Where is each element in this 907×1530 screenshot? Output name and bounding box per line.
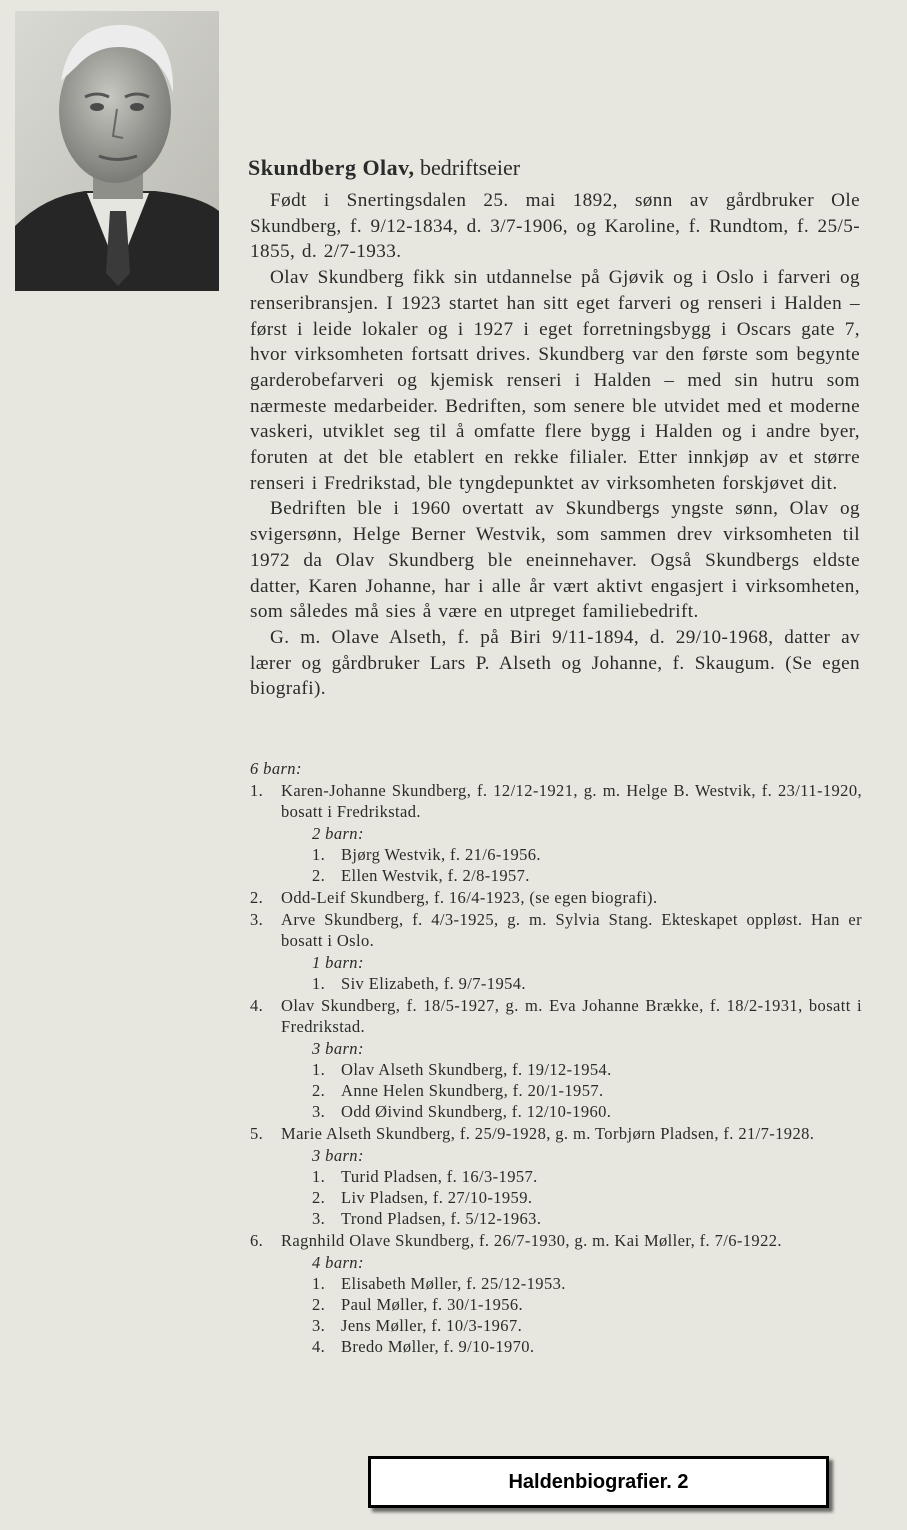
grandchild-text: Paul Møller, f. 30/1-1956. (341, 1295, 524, 1314)
grandchild-text: Elisabeth Møller, f. 25/12-1953. (341, 1274, 566, 1293)
grandchild-entry (312, 1166, 862, 1187)
grandchild-number: 1. (312, 1274, 326, 1293)
grandchildren-list (281, 952, 862, 994)
grandchildren-list (281, 1252, 862, 1357)
grandchild-number: 1. (312, 1060, 326, 1079)
child-number: 2. (250, 888, 264, 907)
grandchild-text: Bjørg Westvik, f. 21/6-1956. (341, 845, 541, 864)
grandchild-text: Turid Pladsen, f. 16/3-1957. (341, 1167, 538, 1186)
paragraph-career: Olav Skundberg fikk sin utdannelse på Gjøvik og i Oslo i farveri og renseribransjen. I 1923 startet han sitt eget farveri og renseri i Halden – først i leide lokaler og i 1927 i eget forretningsbygg i Oscars gate 7, hvor virksomheten fortsatt drives. Skundberg var den første som begynte garderobefarveri og kjemisk renseri i Halden – med sin hutru som nærmeste medarbeider. Bedriften, som senere ble utvidet med et moderne vaskeri, utviklet seg til å omfatte flere bygg i Halden og i andre byer, foruten at det ble etablert en rekke filialer. Etter innkjøp av et større renseri i Fredrikstad, ble tyngdepunktet av virksomheten forskjøvet dit. (250, 267, 860, 494)
grandchild-entry (312, 1273, 862, 1294)
child-number: 4. (250, 996, 264, 1015)
child-number: 1. (250, 781, 264, 800)
child-entry (250, 1123, 862, 1229)
grandchild-entry (312, 1208, 862, 1229)
grandchild-entry (312, 1059, 862, 1080)
grandchild-number: 1. (312, 974, 326, 993)
grandchild-number: 2. (312, 1295, 326, 1314)
grandchild-number: 1. (312, 845, 326, 864)
children-list (250, 758, 862, 1357)
source-caption-box (368, 1456, 829, 1508)
grandchildren-title: 3 barn: (312, 1146, 364, 1165)
child-text: Marie Alseth Skundberg, f. 25/9-1928, g. m. Torbjørn Pladsen, f. 21/7-1928. (281, 1124, 815, 1143)
paragraph-company: Bedriften ble i 1960 overtatt av Skundbergs yngste sønn, Olav og svigersønn, Helge Berner Westvik, som sammen drev virksomheten til 1972 da Olav Skundberg ble eneinnehaver. Også Skundbergs eldste datter, Karen Johanne, har i alle år vært aktivt engasjert i virksomheten, som således må sies å være en utpreget familiebedrift. (250, 498, 860, 623)
child-entry (250, 909, 862, 994)
grandchild-text: Anne Helen Skundberg, f. 20/1-1957. (341, 1081, 604, 1100)
grandchild-number: 3. (312, 1316, 326, 1335)
grandchild-entry (312, 1336, 862, 1357)
child-number: 5. (250, 1124, 264, 1143)
grandchild-text: Bredo Møller, f. 9/10-1970. (341, 1337, 535, 1356)
paragraph-marriage: G. m. Olave Alseth, f. på Biri 9/11-1894, d. 29/10-1968, datter av lærer og gårdbruker Lars P. Alseth og Johanne, f. Skaugum. (Se egen biografi). (250, 626, 860, 700)
grandchild-number: 4. (312, 1337, 326, 1356)
child-entry (250, 887, 862, 908)
child-entry (250, 995, 862, 1122)
grandchildren-title: 1 barn: (312, 953, 364, 972)
grandchildren-title: 4 barn: (312, 1253, 364, 1272)
grandchild-number: 2. (312, 1081, 326, 1100)
grandchild-number: 3. (312, 1209, 326, 1228)
child-text: Karen-Johanne Skundberg, f. 12/12-1921, g. m. Helge B. Westvik, f. 23/11-1920, bosatt i Fredrikstad. (281, 781, 862, 821)
grandchildren-list (281, 1145, 862, 1229)
grandchild-entry (312, 1315, 862, 1336)
grandchildren-title: 2 barn: (312, 824, 364, 843)
grandchild-entry (312, 865, 862, 886)
child-text: Olav Skundberg, f. 18/5-1927, g. m. Eva Johanne Brække, f. 18/2-1931, bosatt i Fredrikstad. (281, 996, 862, 1036)
grandchild-text: Liv Pladsen, f. 27/10-1959. (341, 1188, 533, 1207)
paragraph-birth: Født i Snertingsdalen 25. mai 1892, sønn av gårdbruker Ole Skundberg, f. 9/12-1834, d. 3/7-1906, og Karoline, f. Rundtom, f. 25/5-1855, d. 2/7-1933. (250, 190, 860, 263)
grandchild-text: Ellen Westvik, f. 2/8-1957. (341, 866, 530, 885)
grandchild-text: Trond Pladsen, f. 5/12-1963. (341, 1209, 542, 1228)
grandchildren-title: 3 barn: (312, 1039, 364, 1058)
source-caption: Haldenbiografier. 2 (508, 1470, 689, 1493)
child-number: 6. (250, 1231, 264, 1250)
grandchild-text: Jens Møller, f. 10/3-1967. (341, 1316, 523, 1335)
grandchild-number: 2. (312, 866, 326, 885)
child-text: Arve Skundberg, f. 4/3-1925, g. m. Sylvia Stang. Ekteskapet oppløst. Han er bosatt i Oslo. (281, 910, 862, 950)
grandchild-entry (312, 1101, 862, 1122)
grandchild-text: Olav Alseth Skundberg, f. 19/12-1954. (341, 1060, 612, 1079)
grandchild-text: Siv Elizabeth, f. 9/7-1954. (341, 974, 526, 993)
grandchild-number: 1. (312, 1167, 326, 1186)
grandchildren-list (281, 1038, 862, 1122)
person-title: bedriftseier (419, 155, 521, 180)
person-name: Skundberg Olav, (248, 155, 415, 180)
grandchild-entry (312, 973, 862, 994)
child-entry (250, 1230, 862, 1357)
portrait-photo (15, 11, 219, 291)
grandchild-entry (312, 844, 862, 865)
biography-text (250, 188, 860, 702)
grandchild-entry (312, 1294, 862, 1315)
children-title: 6 barn: (250, 759, 302, 778)
child-text: Ragnhild Olave Skundberg, f. 26/7-1930, g. m. Kai Møller, f. 7/6-1922. (281, 1231, 782, 1250)
child-number: 3. (250, 910, 264, 929)
biography-heading (248, 152, 520, 184)
grandchild-number: 2. (312, 1188, 326, 1207)
grandchild-entry (312, 1080, 862, 1101)
child-entry (250, 780, 862, 886)
grandchild-text: Odd Øivind Skundberg, f. 12/10-1960. (341, 1102, 612, 1121)
grandchildren-list (281, 823, 862, 886)
grandchild-number: 3. (312, 1102, 326, 1121)
grandchild-entry (312, 1187, 862, 1208)
child-text: Odd-Leif Skundberg, f. 16/4-1923, (se egen biografi). (281, 888, 658, 907)
